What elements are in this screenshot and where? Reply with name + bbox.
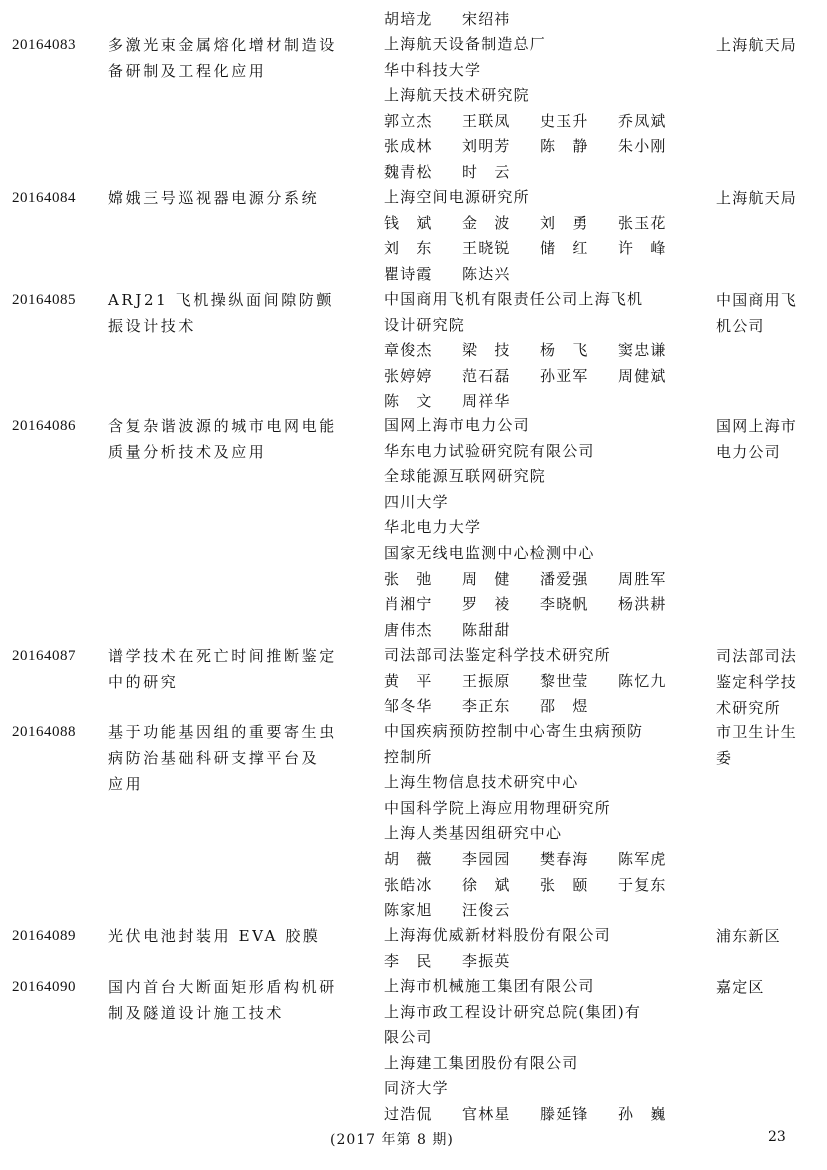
person-name: 杨洪耕 <box>618 595 667 614</box>
name-row <box>384 134 704 160</box>
person-name: 周祥华 <box>462 392 511 411</box>
person-name: 潘爱强 <box>540 569 589 588</box>
person-name: 宋绍祎 <box>462 10 511 28</box>
entry-3-id: 20164085 <box>12 292 76 308</box>
name-row <box>384 7 704 33</box>
dept-line: 鉴定科学技 <box>716 673 798 691</box>
person-name: 王振原 <box>462 671 511 690</box>
entry-5-id: 20164087 <box>12 648 76 664</box>
person-name: 乔凤斌 <box>618 111 667 130</box>
person-name: 邹冬华 <box>384 697 433 716</box>
person-name: 徐 斌 <box>462 875 511 894</box>
name-row <box>384 873 704 899</box>
person-name: 朱小刚 <box>618 137 667 156</box>
name-row <box>384 338 704 364</box>
dept-line: 浦东新区 <box>716 927 781 945</box>
name-row <box>384 160 704 186</box>
title-line: 质量分析技术及应用 <box>108 443 267 461</box>
person-name: 周 健 <box>462 569 511 588</box>
title-line: 应用 <box>108 775 144 793</box>
unit-line: 华北电力大学 <box>384 518 482 537</box>
title-line: 中的研究 <box>108 673 179 691</box>
unit-line: 同济大学 <box>384 1079 449 1098</box>
name-row <box>384 109 704 135</box>
person-name: 范石磊 <box>462 366 511 385</box>
entry-3-title <box>108 287 370 339</box>
entry-1-dept <box>716 32 820 58</box>
dept-line: 中国商用飞 <box>716 291 798 309</box>
dept-line: 电力公司 <box>716 443 781 461</box>
title-line: 振设计技术 <box>108 317 197 335</box>
entry-4-id: 20164086 <box>12 418 76 434</box>
unit-line: 限公司 <box>384 1028 433 1047</box>
person-name: 陈甜甜 <box>462 620 511 639</box>
dept-line: 国网上海市 <box>716 417 798 435</box>
person-name: 陈家旭 <box>384 901 433 920</box>
person-name: 黄 平 <box>384 671 433 690</box>
unit-line: 华中科技大学 <box>384 60 482 79</box>
person-name: 李振英 <box>462 951 511 970</box>
title-line: 谱学技术在死亡时间推断鉴定 <box>108 647 337 665</box>
unit-line: 控制所 <box>384 747 433 766</box>
person-name: 刘明芳 <box>462 137 511 156</box>
person-name: 罗 祾 <box>462 595 511 614</box>
dept-line: 司法部司法 <box>716 647 798 665</box>
entry-3-dept <box>716 287 820 339</box>
name-row <box>384 389 704 415</box>
person-name: 李正东 <box>462 697 511 716</box>
person-name: 孙 巍 <box>618 1104 667 1123</box>
person-name: 胡 薇 <box>384 849 433 868</box>
person-name: 张玉花 <box>618 213 667 232</box>
name-row <box>384 211 704 237</box>
person-name: 陈忆九 <box>618 671 667 690</box>
person-name: 魏青松 <box>384 162 433 181</box>
issue-label: (2017 年第 8 期) <box>330 1132 454 1148</box>
person-name: 梁 技 <box>462 341 511 360</box>
name-row <box>384 694 704 720</box>
dept-line: 市卫生计生 <box>716 723 798 741</box>
unit-line: 上海航天设备制造总厂 <box>384 35 547 53</box>
unit-line: 全球能源互联网研究院 <box>384 467 547 486</box>
unit-line: 国网上海市电力公司 <box>384 416 530 434</box>
title-line: 基于功能基因组的重要寄生虫 <box>108 723 337 741</box>
entry-1-title <box>108 32 370 84</box>
name-row <box>384 669 704 695</box>
entry-5-dept <box>716 643 820 721</box>
person-name: 刘 勇 <box>540 213 589 232</box>
unit-line: 四川大学 <box>384 492 449 511</box>
unit-line: 上海市机械施工集团有限公司 <box>384 977 595 995</box>
entry-1-units <box>384 32 704 186</box>
person-name: 唐伟杰 <box>384 620 433 639</box>
title-line: 制及隧道设计施工技术 <box>108 1004 285 1022</box>
entry-7-dept <box>716 923 820 949</box>
entry-1-id: 20164083 <box>12 37 76 53</box>
person-name: 史玉升 <box>540 111 589 130</box>
entry-2-id: 20164084 <box>12 190 76 206</box>
name-row <box>384 567 704 593</box>
name-row <box>384 847 704 873</box>
name-row <box>384 898 704 924</box>
title-line: 国内首台大断面矩形盾构机研 <box>108 978 337 996</box>
person-name: 张皓冰 <box>384 875 433 894</box>
title-line: 含复杂谐波源的城市电网电能 <box>108 417 337 435</box>
title-line: ARJ21 飞机操纵面间隙防颤 <box>108 291 334 309</box>
person-name: 许 峰 <box>618 239 667 258</box>
unit-line: 国家无线电监测中心检测中心 <box>384 543 595 562</box>
name-row <box>384 1102 704 1128</box>
unit-line: 上海市政工程设计研究总院(集团)有 <box>384 1002 642 1021</box>
person-name: 瞿诗霞 <box>384 264 433 283</box>
title-line: 病防治基础科研支撑平台及 <box>108 749 320 767</box>
title-line: 嫦娥三号巡视器电源分系统 <box>108 189 320 207</box>
entry-5-title <box>108 643 370 695</box>
person-name: 窦忠谦 <box>618 341 667 360</box>
title-line: 光伏电池封装用 EVA 胶膜 <box>108 927 321 945</box>
entry-7-units <box>384 923 704 974</box>
unit-line: 中国商用飞机有限责任公司上海飞机 <box>384 290 644 308</box>
entry-7-title <box>108 923 370 949</box>
name-row <box>384 949 704 975</box>
person-name: 孙亚军 <box>540 366 589 385</box>
title-line: 备研制及工程化应用 <box>108 62 267 80</box>
person-name: 张成林 <box>384 137 433 156</box>
person-name: 张 颐 <box>540 875 589 894</box>
unit-line: 上海海优威新材料股份有限公司 <box>384 926 611 944</box>
person-name: 张 弛 <box>384 569 433 588</box>
entry-5-units <box>384 643 704 720</box>
dept-line: 机公司 <box>716 317 765 335</box>
person-name: 陈军虎 <box>618 849 667 868</box>
unit-line: 上海生物信息技术研究中心 <box>384 773 579 792</box>
entry-8-title <box>108 974 370 1026</box>
person-name: 胡培龙 <box>384 10 433 28</box>
entry-4-title <box>108 413 370 465</box>
unit-line: 设计研究院 <box>384 315 466 334</box>
entry-7-id: 20164089 <box>12 928 76 944</box>
person-name: 滕延锋 <box>540 1104 589 1123</box>
person-name: 陈达兴 <box>462 264 511 283</box>
name-row <box>384 618 704 644</box>
person-name: 钱 斌 <box>384 213 433 232</box>
name-row <box>384 262 704 288</box>
person-name: 时 云 <box>462 162 511 181</box>
dept-line: 上海航天局 <box>716 189 798 207</box>
entry-2-dept <box>716 185 820 211</box>
person-name: 王晓锐 <box>462 239 511 258</box>
entry-8-id: 20164090 <box>12 979 76 995</box>
person-name: 张婷婷 <box>384 366 433 385</box>
person-name: 周健斌 <box>618 366 667 385</box>
person-name: 章俊杰 <box>384 341 433 360</box>
entry-3-units <box>384 287 704 415</box>
person-name: 李晓帆 <box>540 595 589 614</box>
person-name: 肖湘宁 <box>384 595 433 614</box>
entry-4-dept <box>716 413 820 465</box>
entry-4-units <box>384 413 704 643</box>
entry-2-units <box>384 185 704 287</box>
person-name: 储 红 <box>540 239 589 258</box>
page-number: 23 <box>768 1129 786 1145</box>
name-row <box>384 364 704 390</box>
dept-line: 嘉定区 <box>716 978 765 996</box>
person-name: 李园园 <box>462 849 511 868</box>
unit-line: 华东电力试验研究院有限公司 <box>384 441 595 460</box>
person-name: 王联凤 <box>462 111 511 130</box>
unit-line: 上海建工集团股份有限公司 <box>384 1053 579 1072</box>
unit-line: 上海空间电源研究所 <box>384 188 530 206</box>
person-name: 邵 煜 <box>540 697 589 716</box>
entry-8-dept <box>716 974 820 1000</box>
unit-line: 中国科学院上海应用物理研究所 <box>384 798 611 817</box>
name-row <box>384 592 704 618</box>
unit-line: 上海人类基因组研究中心 <box>384 824 563 843</box>
person-name: 陈 静 <box>540 137 589 156</box>
person-name: 郭立杰 <box>384 111 433 130</box>
entry-6-dept <box>716 719 820 771</box>
entry-2-title <box>108 185 370 211</box>
unit-line: 上海航天技术研究院 <box>384 86 530 105</box>
entry-0-units <box>384 7 704 33</box>
dept-line: 委 <box>716 749 733 767</box>
name-row <box>384 236 704 262</box>
dept-line: 术研究所 <box>716 699 781 717</box>
person-name: 过浩侃 <box>384 1104 433 1123</box>
person-name: 金 波 <box>462 213 511 232</box>
entry-8-units <box>384 974 704 1128</box>
entry-6-id: 20164088 <box>12 724 76 740</box>
person-name: 陈 文 <box>384 392 433 411</box>
unit-line: 中国疾病预防控制中心寄生虫病预防 <box>384 722 644 740</box>
title-line: 多激光束金属熔化增材制造设 <box>108 36 337 54</box>
person-name: 周胜军 <box>618 569 667 588</box>
person-name: 刘 东 <box>384 239 433 258</box>
person-name: 李 民 <box>384 951 433 970</box>
entry-6-title <box>108 719 370 797</box>
person-name: 于复东 <box>618 875 667 894</box>
person-name: 樊春海 <box>540 849 589 868</box>
person-name: 杨 飞 <box>540 341 589 360</box>
unit-line: 司法部司法鉴定科学技术研究所 <box>384 646 611 664</box>
person-name: 官林星 <box>462 1104 511 1123</box>
person-name: 黎世莹 <box>540 671 589 690</box>
dept-line: 上海航天局 <box>716 36 798 54</box>
entry-6-units <box>384 719 704 924</box>
person-name: 汪俊云 <box>462 901 511 920</box>
